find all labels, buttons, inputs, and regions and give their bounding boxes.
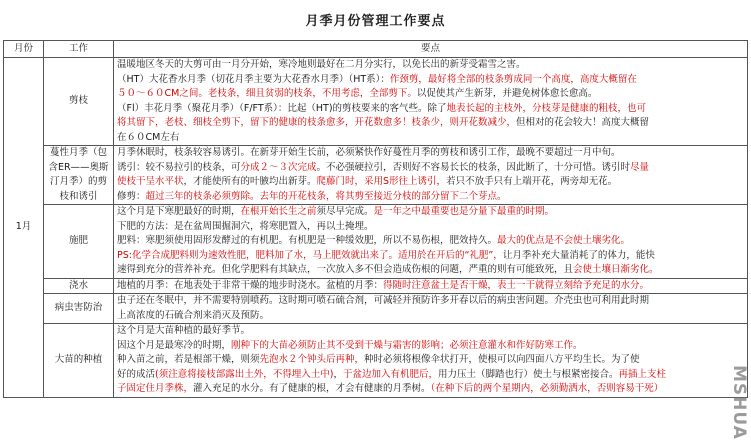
table-row <box>4 278 748 294</box>
points-line <box>117 324 744 339</box>
highlighted-text: 最大的优点是不会使土壤劣化。 <box>497 235 631 246</box>
highlighted-text: PS:化学合成肥料则为速效性肥，肥料加了水，马上肥效就出来了。适用於在开后的“礼肥”， <box>117 249 503 261</box>
highlighted-text: 地表长起的主枝外，分枝芽是健康的粗枝，也可 <box>446 102 647 114</box>
body-text: 上高浓度的石硫合剂来消灭及预防。 <box>117 309 270 321</box>
points-cell <box>114 324 748 398</box>
points-line <box>117 87 744 102</box>
highlighted-text: (须注意将接枝部露出土外，不得埋入土中) <box>155 368 334 380</box>
work-cell: 浇水 <box>44 278 114 294</box>
body-text: 因这个月是最寒冷的时期， <box>117 339 232 351</box>
points-line <box>117 339 744 354</box>
body-text: 这个月是大苗种植的最好季节。 <box>117 325 251 336</box>
body-text: 修剪： <box>117 190 146 202</box>
points-line <box>117 131 744 146</box>
body-text: （Fl）丰花月季（聚花月季）（F/FT系）：比起（HT)的剪枝要来的客气些。除了 <box>117 102 447 114</box>
table-row <box>4 58 748 146</box>
points-line <box>117 220 744 235</box>
body-text: ，才能使所有的叶腋均出新芽。 <box>183 176 317 187</box>
highlighted-text: 于盆边加入有机肥后， <box>342 368 438 380</box>
body-text: （HT）大花香水月季（切花月季主要为大花香水月季）（HT系）： <box>117 73 390 85</box>
table-row <box>4 324 748 398</box>
body-text: 地植的月季：在地表处于非常干燥的地步时浇水。盆植的月季： <box>117 279 384 291</box>
body-text: 但相对的花会较大！高度大概留 <box>516 117 650 128</box>
watermark-text: MSHUA <box>729 365 749 440</box>
body-text: 虫子还在冬眠中，并不需要特别喷药。这时期可喷石硫合剂，可减轻并预防许多开春以后的病虫害问题。介壳虫也可利用此时期 <box>117 295 650 306</box>
management-table <box>3 40 748 398</box>
points-line <box>117 146 744 161</box>
body-text: 温暖地区冬天的大剪可由一月分开始，寒冷地则最好在二月分实行，以免长出的新芽受霜雪之害。 <box>117 59 526 70</box>
highlighted-text: 得随时注意盆土是否干燥，表土一干就得立刻给予充足的水分。 <box>383 279 650 291</box>
highlighted-text: 超过三年的枝条必须剪除。去年的开花枝条，将其剪至接近分枝的部分留下二个芽点。 <box>145 190 507 202</box>
table-body <box>4 58 748 398</box>
points-line <box>117 249 744 264</box>
body-text: 在６０CM左右 <box>117 131 180 143</box>
body-text: 用力压土（脚踏也行）使土与根紧密接合。 <box>437 368 619 380</box>
body-text: 以促使其产生新芽，并避免树体愈长愈高。 <box>416 88 598 99</box>
body-text: 肥料：寒肥须使用固形发酵过的有机肥。有机肥是一种缓效肥，所以不易伤根，肥效持久。 <box>117 235 498 246</box>
body-text: 下肥的方法：是在盆周围掘洞穴，将寒肥置入，再以土掩埋。 <box>117 220 374 232</box>
body-text: 。不必强硬拉引，否则好不容易长长的枝条，因此断了，十分可惜。诱引时 <box>316 161 631 173</box>
body-text: 让月季补充大量消耗了的体力，能快 <box>502 249 655 261</box>
body-text: ， <box>333 368 343 380</box>
work-cell: 剪枝 <box>44 58 114 146</box>
body-text: 种入苗之前，若是根部干燥，则须 <box>117 354 260 365</box>
points-line <box>117 175 744 190</box>
highlighted-text: 尽量 <box>630 161 650 173</box>
work-cell: 蔓性月季（包含ER——奥斯汀月季）的剪枝和诱引 <box>44 146 114 205</box>
body-text: 灌入充足的水分。有了健康的根，才会有健康的月季树。 <box>193 383 431 394</box>
points-cell <box>114 294 748 324</box>
table-row <box>4 205 748 279</box>
points-cell <box>114 278 748 294</box>
work-cell: 施肥 <box>44 205 114 279</box>
header-month: 月份 <box>4 41 44 58</box>
work-cell: 大苗的种植 <box>44 324 114 398</box>
table-header-row <box>4 41 748 58</box>
points-line <box>117 382 744 397</box>
points-line <box>117 234 744 249</box>
body-text: 速得到充分的营养补充。但化学肥料有其缺点，一次放入多不但会造成伤根的问题，严重的则有可能致死，且 <box>117 264 574 275</box>
highlighted-text: 刚种下的大苗必须防止其不受到干燥与霜害的影响；必须注意灌水和作好防寒工作。 <box>231 339 583 351</box>
highlighted-text: 将其留下，老枝、细枝全剪下，留下的健康的枝条愈多，开花数愈多！枝条少，则开花数减少， <box>117 117 517 128</box>
points-line <box>117 73 744 88</box>
highlighted-text: 在根开始长生之前 <box>240 206 317 217</box>
highlighted-text: （在种下后的两个星期内，必须勤洒水，否则容易干死） <box>430 383 664 394</box>
body-text: 好的成活 <box>117 368 156 380</box>
points-line <box>117 58 744 73</box>
highlighted-text: 先泡水２个钟头后再种， <box>259 354 365 365</box>
highlighted-text: 分成２～３次完成 <box>240 161 317 173</box>
table-row <box>4 294 748 324</box>
work-cell: 病虫害防治 <box>44 294 114 324</box>
month-cell: 1月 <box>4 58 44 398</box>
highlighted-text: 再插上支柱 <box>618 368 666 380</box>
points-line <box>117 263 744 278</box>
body-text: 月季休眠时，枝条较容易诱引。在新芽开始生长前，必须紧快作好蔓性月季的剪枝和诱引工作，最晚不要超过一月中旬。 <box>117 147 621 158</box>
header-work: 工作 <box>44 41 114 58</box>
table-row <box>4 146 748 205</box>
body-text: 诱引：较不易拉引的枝条，可 <box>117 161 241 173</box>
points-line <box>117 353 744 368</box>
highlighted-text: 使枝干呈水平状 <box>117 176 184 187</box>
points-line <box>117 190 744 205</box>
highlighted-text: 作颈剪，最好将全部的枝条剪成同一个高度，高度大概留在 <box>389 73 637 85</box>
page-title: 月季月份管理工作要点 <box>305 14 446 29</box>
points-line <box>117 161 744 176</box>
points-line <box>117 294 744 309</box>
points-cell <box>114 146 748 205</box>
highlighted-text: 爬藤门时，采用S形往上诱引， <box>316 176 447 187</box>
body-text: 若只不放手只有上端开花，两旁却无花。 <box>446 176 618 187</box>
highlighted-text: 是一年之中最重要也是分量下最重的时期。 <box>373 206 555 217</box>
points-line <box>117 279 744 294</box>
points-cell <box>114 58 748 146</box>
body-text: 这个月是下寒肥最好的时期， <box>117 206 241 217</box>
points-line <box>117 309 744 324</box>
highlighted-text: ５０～６０CM之间。老枝条，细且贫弱的枝条，不用考虑，全部剪下。 <box>117 88 417 99</box>
highlighted-text: 子固定住月季株， <box>117 383 194 394</box>
points-line <box>117 116 744 131</box>
body-text: 种时必须将根像伞状打开，使根可以向四面八方平均生长。为了使 <box>364 354 640 365</box>
highlighted-text: 会使土壤日渐劣化。 <box>573 264 659 275</box>
points-line <box>117 368 744 383</box>
points-cell <box>114 205 748 279</box>
header-points: 要点 <box>114 41 748 58</box>
points-line <box>117 102 744 117</box>
points-line <box>117 205 744 220</box>
body-text: 须尽早完成。 <box>316 206 374 217</box>
